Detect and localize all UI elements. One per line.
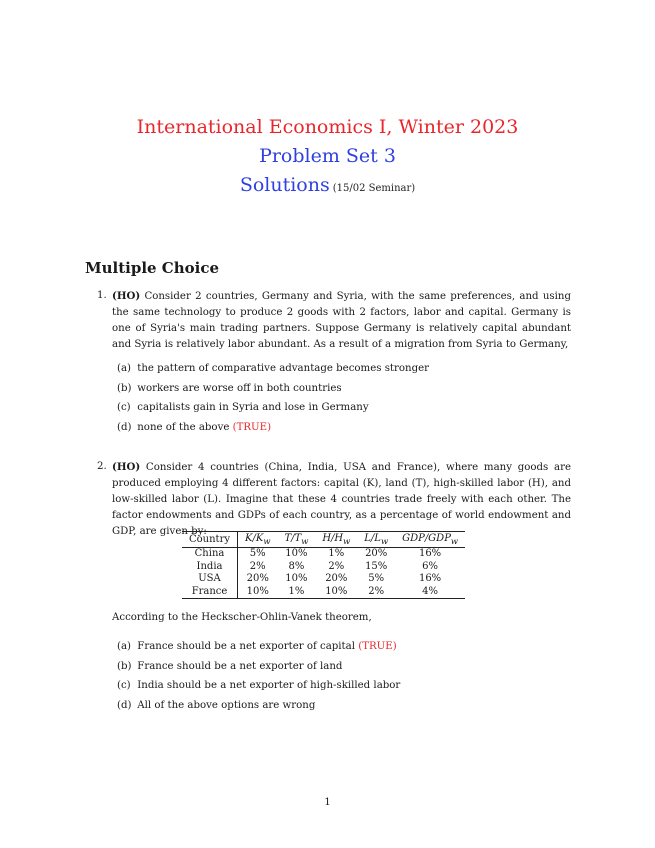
table-header: $T/T_w$ <box>277 532 315 548</box>
table-header: $L/L_w$ <box>357 532 395 548</box>
table-cell: 4% <box>422 585 438 597</box>
table-cell: 6% <box>422 560 438 572</box>
option-text: the pattern of comparative advantage becomes stronger <box>137 363 430 374</box>
option-label: (c) <box>117 402 131 413</box>
option-text: India should be a net exporter of high-skilled labor <box>137 680 401 691</box>
option-label: (a) <box>117 641 132 652</box>
subscript: w <box>263 536 271 546</box>
table-cell: 10% <box>325 585 348 597</box>
question-2-options <box>117 637 400 715</box>
table-header: Country <box>182 532 238 548</box>
question-1 <box>97 288 571 353</box>
table-cell: China <box>182 548 238 561</box>
table-row <box>182 586 465 599</box>
table-row <box>182 561 465 574</box>
table-row <box>182 573 465 586</box>
table-cell: 15% <box>365 560 388 572</box>
table-cell: 2% <box>328 560 345 572</box>
question-number: 2. <box>97 461 107 472</box>
table-cell: 20% <box>325 573 348 584</box>
subscript: w <box>450 536 459 546</box>
option-label: (c) <box>117 680 131 691</box>
question-text: Consider 2 countries, Germany and Syria, with the same preferences, and using the same technology to produce 2 goods with 2 factors, labor and capital. Germany is one of Syria's main trading partners. Suppose Germany is relatively capital abundant and Syria is relatively labor abundant. As a result of a migration from Syria to Germany, <box>112 291 571 350</box>
option-text: workers are worse off in both countries <box>137 382 342 394</box>
table-cell: 10% <box>285 548 308 559</box>
subscript: w <box>380 536 389 546</box>
table-cell: 5% <box>368 573 385 584</box>
question-tag: (HO) <box>112 461 141 473</box>
option-text: France should be a net exporter of land <box>137 660 343 672</box>
seminar-date: (15/02 Seminar) <box>332 183 416 194</box>
table-cell: 2% <box>249 560 266 572</box>
table-cell: 16% <box>418 573 442 584</box>
factor-endowment-table <box>182 531 465 599</box>
option-label: (a) <box>117 363 132 374</box>
table-header: GDP/$GDP_w$ <box>395 532 465 548</box>
solutions-title <box>0 174 655 196</box>
option-item <box>117 657 400 677</box>
option-label: (b) <box>117 382 132 394</box>
table-cell: 16% <box>418 548 442 559</box>
table-cell: 5% <box>249 548 266 559</box>
option-text: France should be a net exporter of capital <box>137 641 355 652</box>
question-2 <box>97 459 571 540</box>
table-header: $K/K_w$ <box>238 532 278 548</box>
solutions-label: Solutions <box>239 174 330 196</box>
table-cell: France <box>182 586 238 599</box>
option-label: (d) <box>117 421 132 433</box>
question-1-options <box>117 359 429 437</box>
table-cell: 20% <box>365 548 388 559</box>
option-item <box>117 637 400 657</box>
option-text: capitalists gain in Syria and lose in Germany <box>137 402 369 413</box>
option-label: (d) <box>117 699 132 711</box>
problem-set-title: Problem Set 3 <box>259 145 396 167</box>
true-marker: (TRUE) <box>358 641 397 652</box>
section-heading: Multiple Choice <box>85 259 220 277</box>
option-item <box>117 379 429 399</box>
option-text: none of the above <box>137 421 230 433</box>
table-cell: USA <box>182 573 238 586</box>
question-body <box>97 459 571 540</box>
table-cell: 8% <box>288 560 305 572</box>
table-cell: 10% <box>246 585 269 597</box>
table-cell: 1% <box>328 548 345 559</box>
table-header: $H/H_w$ <box>315 532 357 548</box>
option-item <box>117 359 429 379</box>
table-row <box>182 548 465 561</box>
question-text: Consider 4 countries (China, India, USA and France), where many goods are produced employing 4 different factors: capital (K), land (T), high-skilled labor (H), and low-skilled labor (L). Imagine that these 4 countries trade freely with each other. The factor endowments and GDPs of each country, as a percentage of world endowment and GDP, are given by: <box>112 462 571 537</box>
subscript: w <box>301 536 309 546</box>
option-label: (b) <box>117 660 132 672</box>
option-item <box>117 676 400 696</box>
table-cell: 1% <box>288 585 305 597</box>
question-body <box>97 288 571 353</box>
option-text: All of the above options are wrong <box>137 699 316 711</box>
page-number: 1 <box>324 797 331 808</box>
table-cell: 10% <box>285 573 308 584</box>
question-tag: (HO) <box>112 290 141 302</box>
subscript: w <box>343 536 351 546</box>
theorem-intro: According to the Heckscher-Ohlin-Vanek theorem, <box>112 612 372 623</box>
table-cell: India <box>182 561 238 574</box>
course-title: International Economics I, Winter 2023 <box>136 116 519 138</box>
table-header-row <box>182 532 465 548</box>
table-cell: 2% <box>368 585 385 597</box>
option-item <box>117 696 400 716</box>
question-number: 1. <box>97 290 107 301</box>
true-marker: (TRUE) <box>232 421 272 433</box>
table-cell: 20% <box>246 573 269 584</box>
option-item <box>117 418 429 438</box>
option-item <box>117 398 429 418</box>
